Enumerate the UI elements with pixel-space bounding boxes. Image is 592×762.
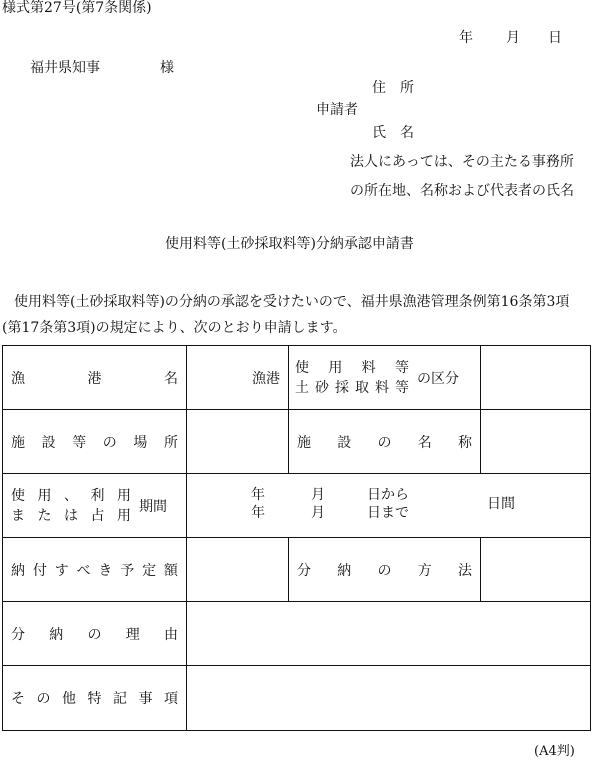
notes-label: そ の 他 特 記 事 項 <box>11 691 178 707</box>
port-name-label: 漁 港 名 <box>11 370 178 387</box>
address-label: 住 所 <box>372 80 414 96</box>
period-to-month: 月 <box>311 505 325 521</box>
facility-name-label-cell <box>289 410 481 474</box>
date-day: 日 <box>548 30 562 46</box>
fee-type-label-cell <box>289 346 481 410</box>
notes-label-cell <box>3 666 187 731</box>
period-label-line-1: 使 用 、 利 用 <box>11 487 131 504</box>
body-text-line-1: 使用料等(土砂採取料等)の分納の承認を受けたいので、福井県漁港管理条例第16条第3項 <box>14 294 570 310</box>
facility-place-value-cell[interactable] <box>187 410 289 474</box>
period-from-year: 年 <box>251 487 265 503</box>
applicant-label: 申請者 <box>316 102 358 118</box>
period-label-cell <box>3 474 187 538</box>
application-form-table <box>2 345 591 731</box>
fee-type-suffix: の区分 <box>417 370 459 387</box>
period-label-line-2: ま た は 占 用 <box>11 507 131 524</box>
period-duration-days: 日間 <box>487 496 515 512</box>
corporation-note-line-1: 法人にあっては、その主たる事務所 <box>350 154 574 170</box>
fee-type-value-cell[interactable] <box>481 346 591 410</box>
honorific: 様 <box>160 60 174 76</box>
period-value-cell[interactable] <box>187 474 591 538</box>
reason-label: 分 納 の 理 由 <box>11 626 178 643</box>
port-name-cell[interactable] <box>187 346 289 410</box>
period-to-year: 年 <box>251 505 265 521</box>
period-to-day: 日まで <box>367 505 409 521</box>
facility-place-label: 施 設 等 の 場 所 <box>11 434 178 451</box>
method-value-cell[interactable] <box>481 538 591 602</box>
facility-place-label-cell <box>3 410 187 474</box>
amount-label-cell <box>3 538 187 602</box>
notes-value-cell[interactable] <box>187 666 591 731</box>
name-label: 氏 名 <box>372 125 414 141</box>
method-label: 分 納 の 方 法 <box>297 562 472 579</box>
facility-name-value-cell[interactable] <box>481 410 591 474</box>
period-from-month: 月 <box>311 487 325 503</box>
port-name-suffix: 漁港 <box>252 370 280 387</box>
method-label-cell <box>289 538 481 602</box>
date-year: 年 <box>459 30 473 46</box>
document-title: 使用料等(土砂採取料等)分納承認申請書 <box>165 236 414 252</box>
paper-size-note: (A4判) <box>534 744 575 759</box>
date-month: 月 <box>506 30 520 46</box>
corporation-note-line-2: の所在地、名称および代表者の氏名 <box>350 183 574 199</box>
reason-value-cell[interactable] <box>187 602 591 666</box>
reason-label-cell <box>3 602 187 666</box>
form-number: 様式第27号(第7条関係) <box>2 0 152 16</box>
fee-type-option-2: 土 砂 採 取 料 等 <box>295 379 409 396</box>
period-from-day: 日から <box>367 487 409 503</box>
amount-value-cell[interactable] <box>187 538 289 602</box>
amount-label: 納 付 す べ き 予 定 額 <box>11 562 178 579</box>
body-text-line-2: (第17条第3項)の規定により、次のとおり申請します。 <box>2 320 347 336</box>
port-name-label-cell <box>3 346 187 410</box>
fee-type-option-1: 使 用 料 等 <box>295 359 409 376</box>
facility-name-label: 施 設 の 名 称 <box>297 434 472 451</box>
addressee: 福井県知事 <box>30 60 100 76</box>
period-suffix: 期間 <box>139 498 167 515</box>
